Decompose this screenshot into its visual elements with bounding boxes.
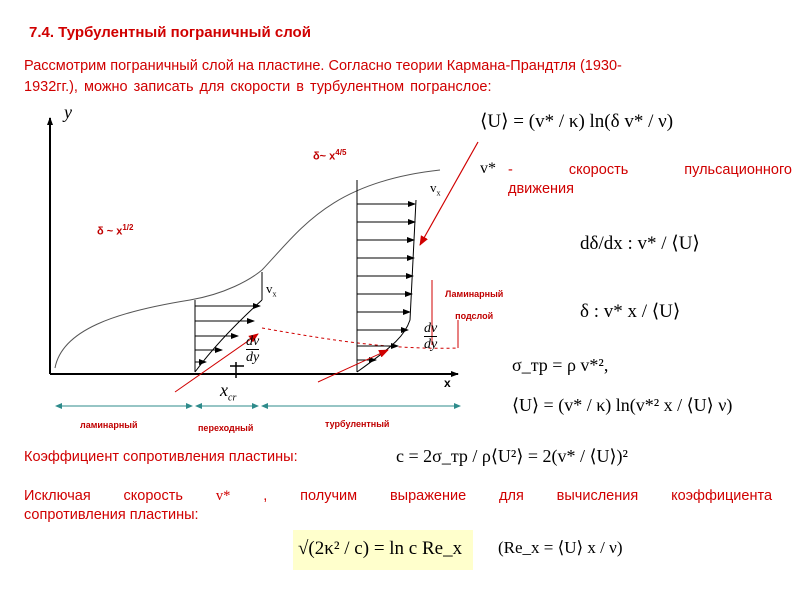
u-log-formula: ⟨U⟩ = (v* / κ) ln(v*² x / ⟨U⟩ ν) [512,395,733,415]
zone-laminar-label: ламинарный [80,420,138,430]
v-star-description-line2: движения [508,181,574,197]
coefficient-formula: c = 2σ_тр / ρ⟨U²⟩ = 2(v* / ⟨U⟩)² [396,446,628,466]
v-star-description-line1: - скорость пульсационного [508,162,792,178]
x-axis-label: x [444,376,451,390]
dvdy-turbulent-arrow [318,350,388,382]
reynolds-definition: (Re_x = ⟨U⟩ x / ν) [498,538,623,557]
delta-turbulent-label: δ~ $x^{4/5}$ [313,148,347,163]
ddelta-dx-formula: dδ/dx : v* / ⟨U⟩ [580,233,700,254]
dvdy-turbulent: dv dy [424,321,438,352]
final-formula: √(2κ² / c) = ln c Re_x [298,538,463,559]
turbulent-profile-arrows [357,204,415,360]
intro-line-2: 1932гг.), можно записать для скорости в турбулентном погранслое: [24,79,492,95]
v-star-symbol: v* [480,160,496,177]
intro-line-1: Рассмотрим пограничный слой на пластине. Согласно теории Кармана-Прандтля (1930- [24,58,622,74]
zone-transitional-label: переходный [198,423,254,433]
vx-turbulent-label: $v_x$ [430,180,441,198]
formula-pointer-arrow [420,142,478,245]
zone-turbulent-label: турбулентный [325,419,390,429]
vx-laminar-label: $v_x$ [266,281,277,299]
log-law-formula: ⟨U⟩ = (v* / κ) ln(δ v* / ν) [480,111,674,132]
delta-prop-formula: δ : v* x / ⟨U⟩ [580,301,681,322]
coefficient-label: Коэффициент сопротивления пластины: [24,449,298,465]
y-axis-label: y [64,102,72,122]
xcr-label: $x_{cr}$ [220,380,237,404]
delta-laminar-label: δ ~ $x^{1/2}$ [97,223,134,238]
page-title: 7.4. Турбулентный пограничный слой [29,24,311,41]
sigma-formula: σ_тр = ρ v*², [512,355,609,375]
dvdy-laminar: dv dy [246,334,260,365]
excluding-line-1: Исключая скорость v* , получим выражение для вычисления коэффициента [24,488,773,504]
laminar-sublayer-label: Ламинарный подслой [445,289,504,321]
excluding-line-2: сопротивления пластины: [24,507,199,523]
